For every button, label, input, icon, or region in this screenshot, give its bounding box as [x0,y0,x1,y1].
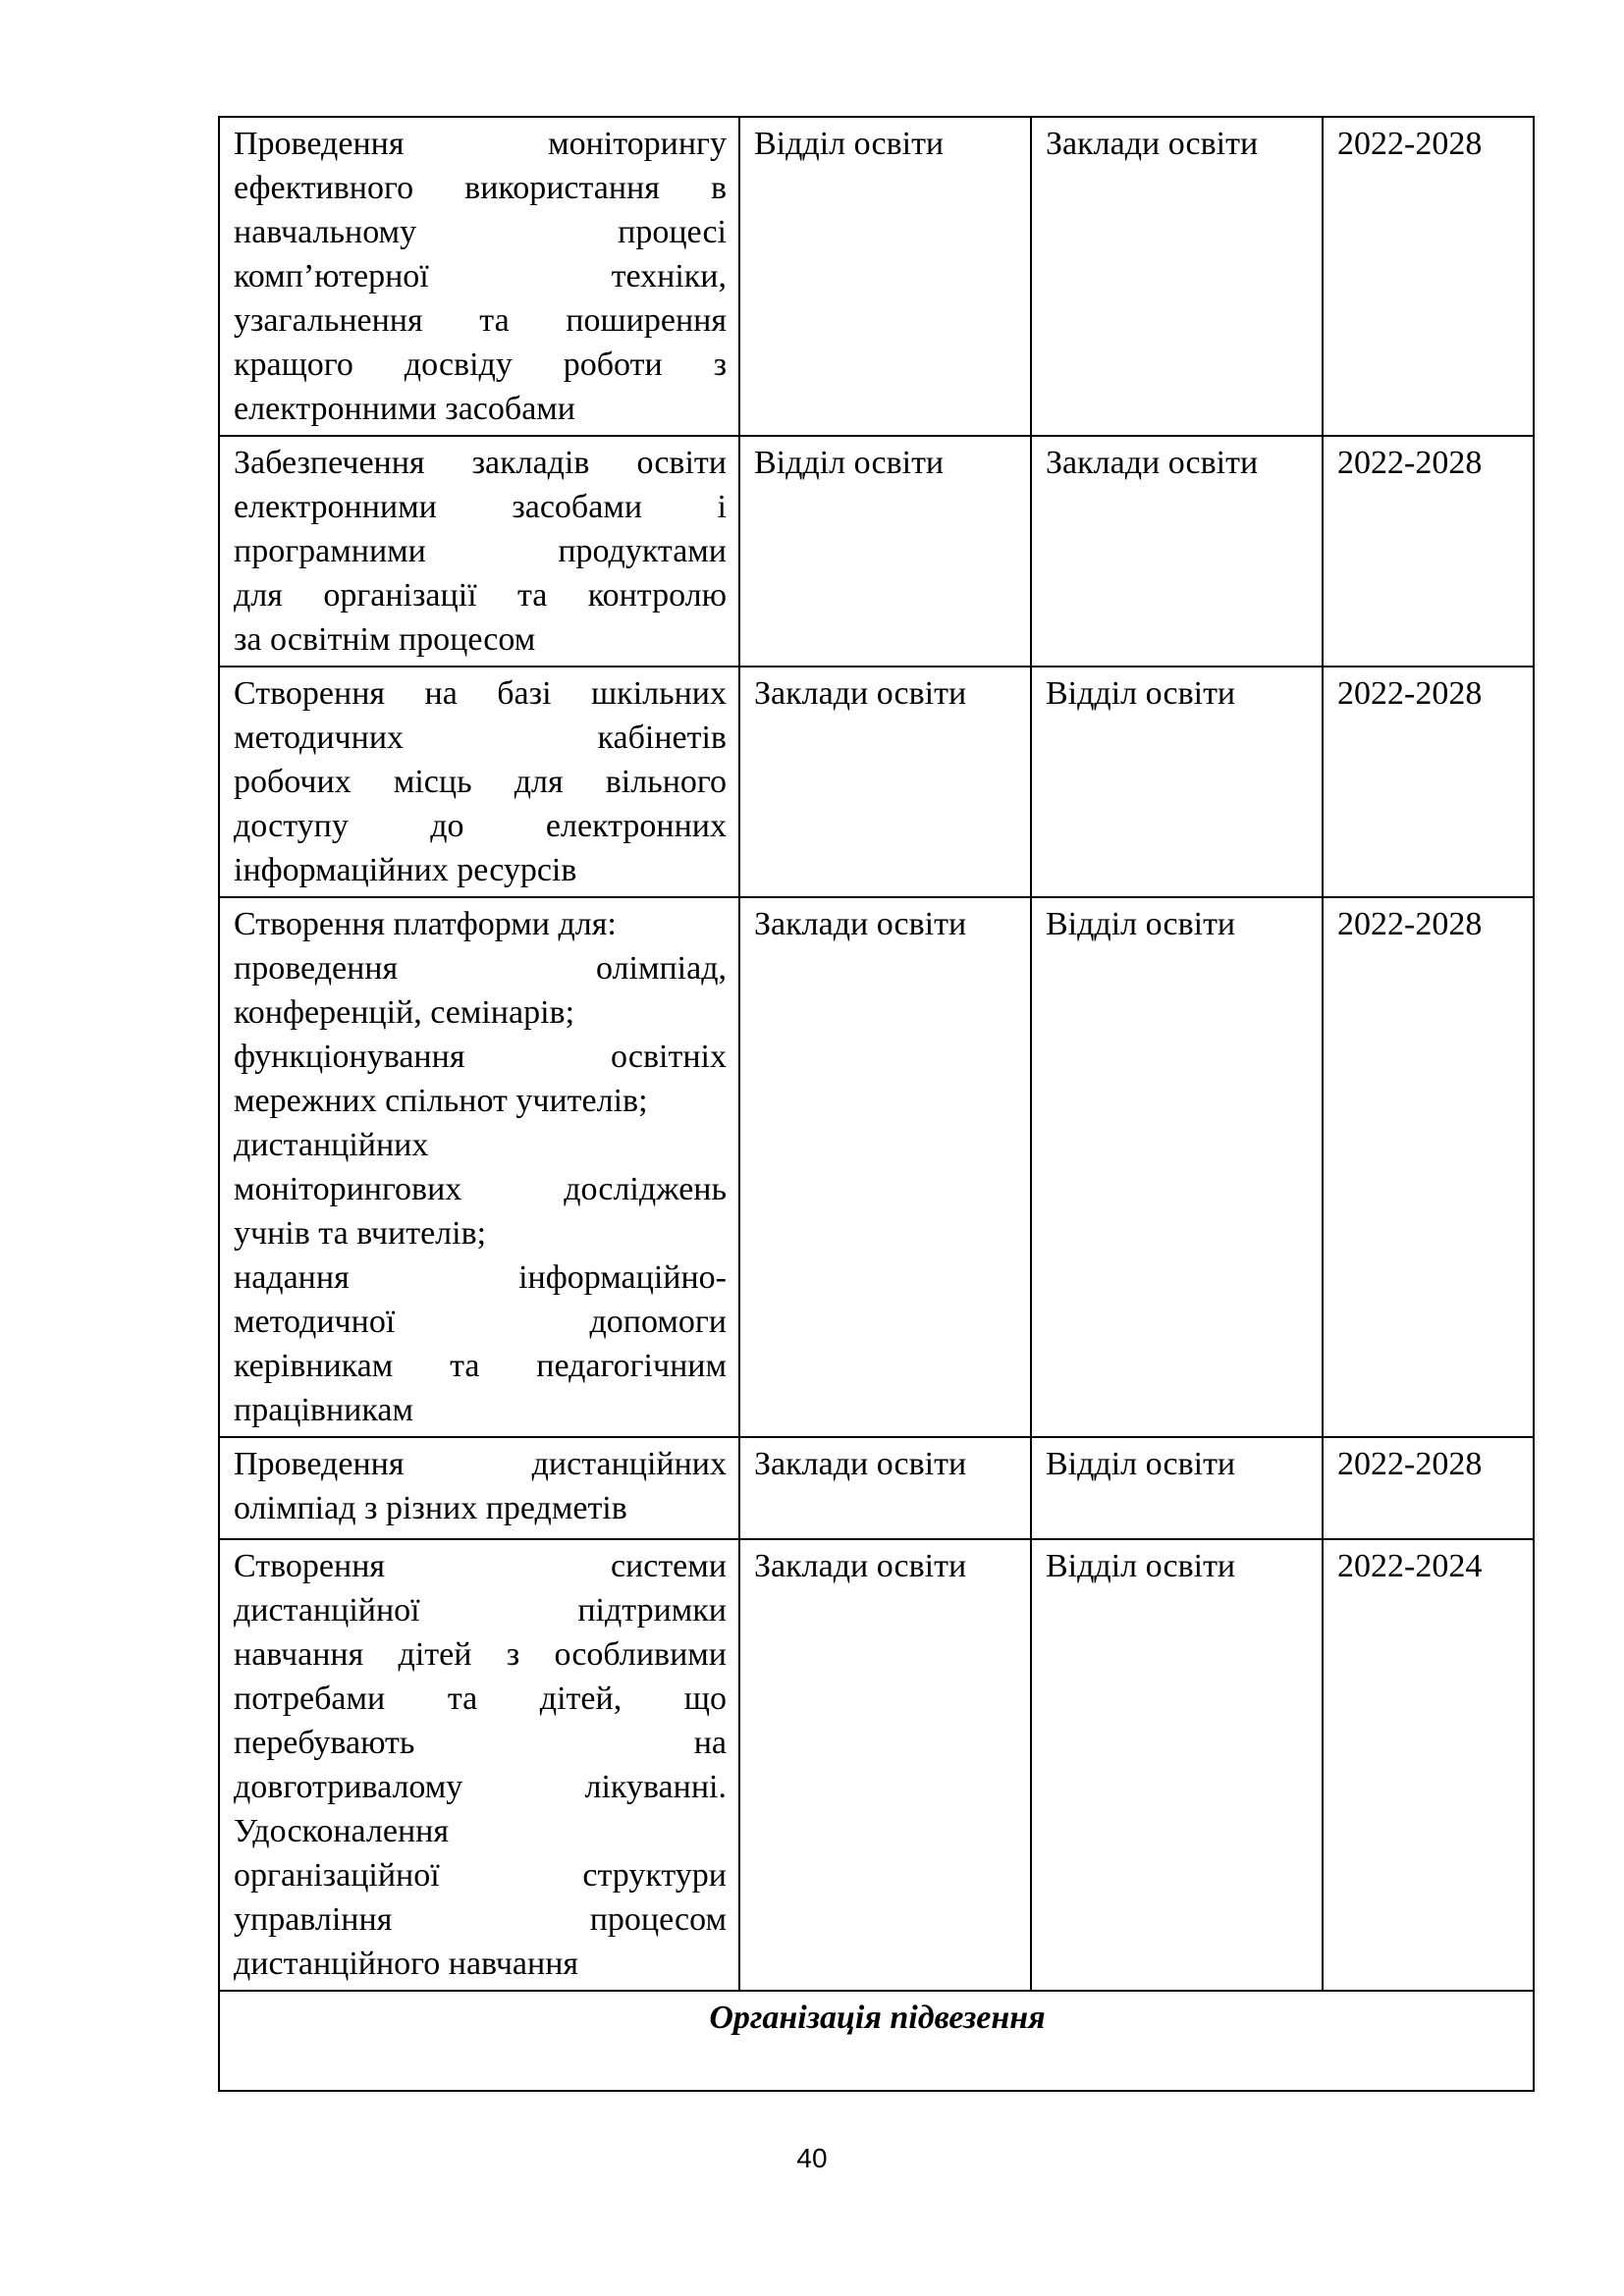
measure-line: методичних кабінетів [234,720,727,756]
measure-line: моніторингових досліджень [234,1171,727,1207]
page-number: 40 [796,2143,828,2173]
measure-cell [219,667,739,897]
executor-cell: Заклади освіти [739,1539,1031,1991]
term-cell: 2022-2028 [1323,436,1534,667]
measure-line: перебувають на [234,1725,727,1761]
measure-line: навчання дітей з особливими [234,1636,727,1673]
term-cell: 2022-2028 [1323,117,1534,436]
measure-line: Проведення дистанційних [234,1446,727,1482]
measure-line: учнів та вчителів; [234,1215,487,1252]
measure-cell [219,1539,739,1991]
executor-cell: Заклади освіти [739,667,1031,897]
partner-cell: Відділ освіти [1031,1437,1323,1539]
executor-cell: Відділ освіти [739,117,1031,436]
executor-cell: Відділ освіти [739,436,1031,667]
measure-line: мережних спільнот учителів; [234,1083,648,1119]
measure-cell [219,436,739,667]
partner-cell: Заклади освіти [1031,436,1323,667]
measure-cell [219,117,739,436]
measure-line: ефективного використання в [234,170,727,206]
measure-line: проведення олімпіад, [234,950,727,987]
measure-line: електронними засобами і [234,489,727,525]
table-row [219,1539,1534,1991]
measure-line: Забезпечення закладів освіти [234,445,727,481]
measure-line: інформаційних ресурсів [234,852,577,888]
measure-line: для організації та контролю [234,577,727,614]
measure-line: за освітнім процесом [234,621,536,658]
measure-line: довготривалому лікуванні. [234,1769,727,1805]
measure-line: надання інформаційно- [234,1259,727,1296]
measure-line: управління процесом [234,1901,727,1938]
measure-line: Створення платформи для: [234,906,617,942]
measure-line: дистанційних [234,1127,429,1163]
term-cell: 2022-2024 [1323,1539,1534,1991]
measure-cell [219,1437,739,1539]
measure-line: дистанційної підтримки [234,1592,727,1629]
partner-cell: Відділ освіти [1031,667,1323,897]
measure-line: Створення системи [234,1548,727,1584]
partner-cell: Відділ освіти [1031,1539,1323,1991]
term-cell: 2022-2028 [1323,667,1534,897]
measure-cell [219,897,739,1437]
term-cell: 2022-2028 [1323,897,1534,1437]
measure-line: електронними засобами [234,391,576,427]
table-row [219,1437,1534,1539]
measure-line: Проведення моніторингу [234,126,727,162]
measure-line: працівникам [234,1392,413,1428]
measure-line: робочих місць для вільного [234,764,727,800]
measure-line: кращого досвіду роботи з [234,347,727,383]
measure-line: функціонування освітніх [234,1039,727,1075]
measure-line: конференцій, семінарів; [234,994,575,1031]
measure-line: олімпіад з різних предметів [234,1490,627,1526]
measure-line: потребами та дітей, що [234,1681,727,1717]
section-row [219,1991,1534,2091]
term-cell: 2022-2028 [1323,1437,1534,1539]
measure-line: узагальнення та поширення [234,302,727,339]
partner-cell: Заклади освіти [1031,117,1323,436]
measure-line: дистанційного навчання [234,1946,579,1982]
measure-line: навчальному процесі [234,214,727,250]
table-row [219,117,1534,436]
table-body [219,117,1534,2091]
measure-line: програмними продуктами [234,533,727,569]
measure-line: організаційної структури [234,1857,727,1894]
partner-cell: Відділ освіти [1031,897,1323,1437]
executor-cell: Заклади освіти [739,1437,1031,1539]
measure-line: комп’ютерної техніки, [234,258,727,294]
measure-line: методичної допомоги [234,1304,727,1340]
executor-cell: Заклади освіти [739,897,1031,1437]
measure-line: доступу до електронних [234,808,727,844]
measure-line: Створення на базі шкільних [234,675,727,712]
measures-table [218,116,1535,2092]
table-row [219,667,1534,897]
measure-line: Удосконалення [234,1813,450,1849]
section-heading: Організація підвезення [219,1991,1534,2091]
measure-line: керівникам та педагогічним [234,1348,727,1384]
table-row [219,436,1534,667]
table-row [219,897,1534,1437]
